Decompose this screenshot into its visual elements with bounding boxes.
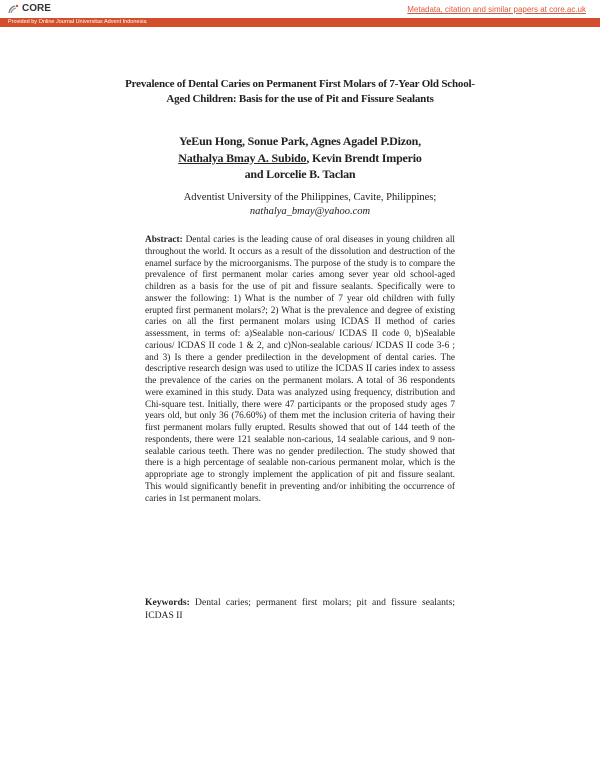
corresponding-author: Nathalya Bmay A. Subido [178,150,307,165]
keywords-text: Dental caries; permanent first molars; pit and fissure sealants; ICDAS II [145,597,455,621]
author-email: nathalya_bmay@yahoo.com [249,206,371,217]
core-logo-icon [8,4,20,14]
abstract-label: Abstract: [145,235,183,245]
abstract [145,235,455,505]
top-bar [0,0,600,17]
authors-line-2-rest: , Kevin Brendt Imperio [306,150,422,165]
keywords [145,597,455,622]
abstract-text: Dental caries is the leading cause of oral diseases in young children all throughout the world. It occurs as a result of the dissolution and destruction of the enamel surface by the microorganisms. The purpose of the study is to compare the prevalence of first permanent molar caries among sever year old school-aged children as a basis for the use of pit and fissure sealants. Specifically were to answer the following: 1) What is the number of 7 year old children with fully erupted first permanent molars?; 2) What is the prevalence and degree of existing caries on all the first permanent molars using ICDAS II method of caries assessment, in terms of: a)Sealable non-carious/ ICDAS II code 0, b)Sealable carious/ ICDAS II code 1 & 2, and c)Non-sealable carious/ ICDAS II code 3-6 ; and 3) Is there a gender predilection in the development of dental caries. The descriptive research design was used to utilize the ICDAS II caries index to assess the prevalence of the caries on the permanent molars. A total of 36 respondents were examined in this study. Data was analyzed using frequency, distribution and Chi-square test. Initially, there were 47 participants or the proposed study ages 7 years old, but only 36 (76.60%) of them met the inclusion criteria of having their first permanent molars fully erupted. Results showed that out of 144 teeth of the respondents, there were 121 sealable non-carious, 14 sealable carious, and 9 non-sealable carious teeth. There was no gender predilection. The study showed that there is a high percentage of sealable non-carious permanent molar, which is the appropriate age to strongly implement the application of pit and fissure sealant. This would significantly benefit in preventing and/or inhibiting the occurrence of caries in 1st permanent molars. [145,235,455,504]
core-logo[interactable] [8,3,51,14]
keywords-label: Keywords: [145,597,190,608]
affiliation: Adventist University of the Philippines, Cavite, Philippines; [183,192,437,203]
provided-by-bar [0,18,600,27]
core-logo-text: CORE [22,3,51,14]
author-list [150,133,450,183]
authors-line-1: YeEun Hong, Sonue Park, Agnes Agadel P.Dizon, [179,134,421,148]
provided-by-text[interactable]: Provided by Online Journal Universitas Advent Indonesia [8,19,147,25]
paper-title: Prevalence of Dental Caries on Permanent First Molars of 7-Year Old School-Aged Children: Basis for the use of Pit and Fissure Sealants [125,78,475,105]
affiliation-block [160,191,460,219]
metadata-citation-link[interactable]: Metadata, citation and similar papers at core.ac.uk [407,5,586,14]
authors-line-3: and Lorcelie B. Taclan [244,167,356,181]
